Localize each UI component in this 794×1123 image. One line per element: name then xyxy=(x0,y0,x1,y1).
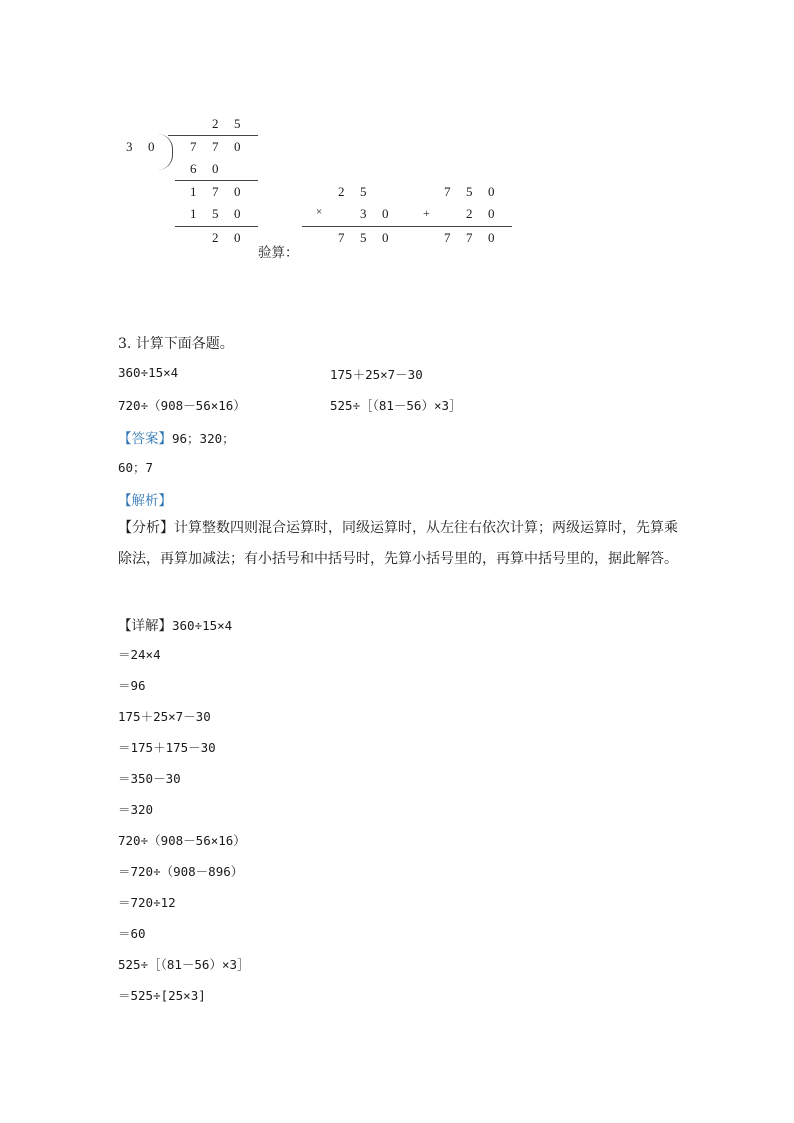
mult-result-digit: 7 xyxy=(338,230,345,245)
mult-top-digit: 5 xyxy=(360,184,367,199)
mult-top-digit: 2 xyxy=(338,184,345,199)
fenxi-tag: 【分析】 xyxy=(118,520,174,536)
multiply-sign: × xyxy=(316,206,323,218)
solution-step: ＝24×4 xyxy=(118,647,161,662)
mult-result-digit: 0 xyxy=(382,230,389,245)
step-digit: 7 xyxy=(212,184,219,199)
step-digit: 0 xyxy=(234,206,241,221)
add-line xyxy=(406,226,512,227)
answer-values: 96；320； xyxy=(172,431,235,446)
question-item: 525÷［（81－56）×3］ xyxy=(330,398,462,413)
detail-first: 360÷15×4 xyxy=(172,618,233,633)
solution-step: ＝96 xyxy=(118,678,146,693)
mult-result-digit: 5 xyxy=(360,230,367,245)
question-item: 175＋25×7－30 xyxy=(330,367,423,382)
step-digit: 1 xyxy=(190,206,197,221)
answer-tag: 【答案】 xyxy=(118,431,172,447)
step-digit: 5 xyxy=(212,206,219,221)
analysis-tag: 【解析】 xyxy=(118,493,172,509)
remainder-digit: 2 xyxy=(212,230,219,245)
add-top-digit: 5 xyxy=(466,184,473,199)
solution-step: ＝720÷12 xyxy=(118,895,176,910)
step-digit: 1 xyxy=(190,184,197,199)
step-line xyxy=(175,180,258,181)
question-item: 720÷（908－56×16） xyxy=(118,398,246,413)
solution-step: 720÷（908－56×16） xyxy=(118,833,246,848)
analysis-paragraph xyxy=(118,513,678,575)
step-digit: 0 xyxy=(212,161,219,176)
quotient-digit: 5 xyxy=(234,116,241,131)
solution-step: ＝720÷（908－896） xyxy=(118,864,244,879)
add-bottom-digit: 0 xyxy=(488,206,495,221)
dividend-digit: 7 xyxy=(212,139,219,154)
divisor-digit: 3 xyxy=(126,139,133,154)
question-item: 360÷15×4 xyxy=(118,365,179,380)
mult-line xyxy=(302,226,406,227)
add-result-digit: 7 xyxy=(466,230,473,245)
detail-line xyxy=(118,614,232,634)
add-top-digit: 0 xyxy=(488,184,495,199)
solution-step: 525÷［（81－56）×3］ xyxy=(118,957,250,972)
divisor-digit: 0 xyxy=(148,139,155,154)
plus-sign: + xyxy=(423,206,430,220)
mult-bottom-digit: 0 xyxy=(382,206,389,221)
division-bracket xyxy=(158,134,173,170)
step-line xyxy=(175,226,258,227)
check-label: 验算： xyxy=(258,245,299,261)
solution-step: ＝525÷[25×3] xyxy=(118,988,206,1003)
add-result-digit: 0 xyxy=(488,230,495,245)
answer-values-2: 60；7 xyxy=(118,460,154,475)
question-title: 3. 计算下面各题。 xyxy=(118,336,234,352)
answer-line xyxy=(118,427,235,447)
step-digit: 0 xyxy=(234,184,241,199)
solution-step: ＝175＋175－30 xyxy=(118,740,216,755)
solution-step: ＝60 xyxy=(118,926,146,941)
fenxi-text: 计算整数四则混合运算时，同级运算时，从左往右依次计算；两级运算时，先算乘除法，再算加减法；有小括号和中括号时，先算小括号里的，再算中括号里的，据此解答。 xyxy=(118,520,678,567)
quotient-digit: 2 xyxy=(212,116,219,131)
solution-step: ＝350－30 xyxy=(118,771,181,786)
add-result-digit: 7 xyxy=(444,230,451,245)
detail-tag: 【详解】 xyxy=(118,618,172,634)
add-top-digit: 7 xyxy=(444,184,451,199)
dividend-digit: 0 xyxy=(234,139,241,154)
solution-step: ＝320 xyxy=(118,802,154,817)
solution-step: 175＋25×7－30 xyxy=(118,709,211,724)
division-bar xyxy=(168,135,258,136)
step-digit: 6 xyxy=(190,161,197,176)
mult-bottom-digit: 3 xyxy=(360,206,367,221)
add-bottom-digit: 2 xyxy=(466,206,473,221)
remainder-digit: 0 xyxy=(234,230,241,245)
dividend-digit: 7 xyxy=(190,139,197,154)
